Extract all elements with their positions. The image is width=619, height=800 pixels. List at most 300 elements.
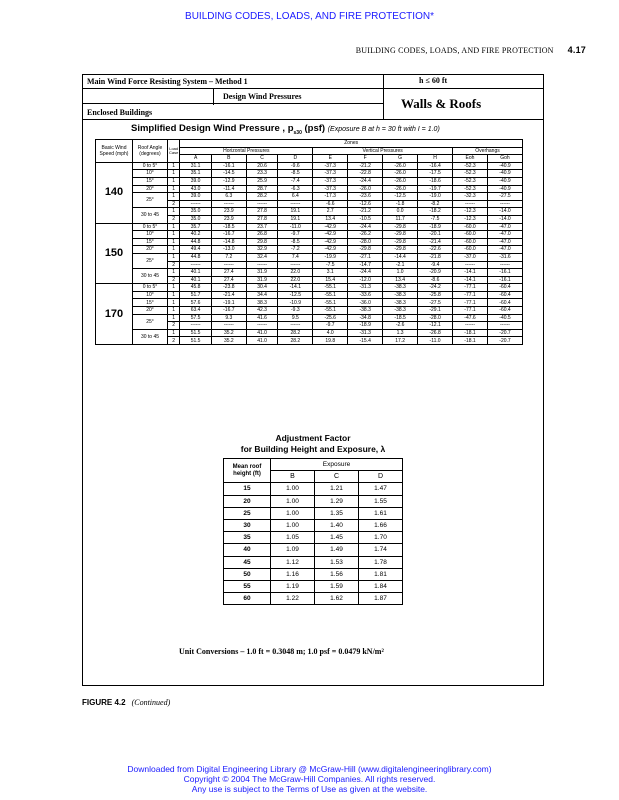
pressure-cell: -47.0	[487, 246, 522, 254]
zone-letter: G	[383, 155, 418, 163]
pressure-cell: -26.2	[348, 231, 383, 239]
pressure-cell: -40.9	[487, 162, 522, 170]
pressure-cell: -2.6	[383, 322, 418, 330]
adjustment-factor: 1.29	[315, 495, 359, 507]
pressure-cell: -19.1	[211, 299, 246, 307]
pressure-cell: 2.7	[313, 208, 348, 216]
pressure-cell: 7.4	[278, 253, 313, 261]
adjustment-title-line1: Adjustment Factor	[275, 433, 351, 443]
pressure-cell: 34.4	[246, 291, 278, 299]
pressure-cell: -23.8	[211, 284, 246, 292]
zone-letter: E	[313, 155, 348, 163]
roof-angle: 30 to 45	[133, 269, 168, 284]
pressure-cell: -20.1	[418, 231, 453, 239]
pressure-cell: -10.9	[278, 299, 313, 307]
roof-height: 20	[224, 495, 271, 507]
pressure-cell: -24.4	[348, 223, 383, 231]
adjustment-factor: 1.00	[271, 519, 315, 531]
pressure-cell: ------	[246, 261, 278, 269]
pressure-cell: 35.7	[180, 223, 212, 231]
pressure-cell: 19.8	[313, 337, 348, 345]
adjustment-factor: 1.09	[271, 544, 315, 556]
pressure-cell: -9.4	[418, 261, 453, 269]
figure-box	[82, 74, 544, 686]
pressure-cell: -55.1	[313, 291, 348, 299]
pressure-cell: 51.5	[180, 329, 212, 337]
roof-height: 15	[224, 483, 271, 495]
pressure-cell: -60.0	[453, 231, 488, 239]
roof-angle: 0 to 5°	[133, 284, 168, 292]
table-row	[96, 291, 523, 299]
adjustment-factor: 1.81	[359, 568, 403, 580]
pressure-cell: -18.9	[418, 223, 453, 231]
table-row	[96, 162, 523, 170]
adjustment-factor: 1.40	[315, 519, 359, 531]
pressure-cell: -18.5	[383, 314, 418, 322]
table-row	[96, 246, 523, 254]
pressure-cell: 22.0	[278, 276, 313, 284]
running-head	[356, 45, 586, 55]
roof-angle: 30 to 45	[133, 208, 168, 223]
pressure-cell: 63.4	[180, 307, 212, 315]
pressure-cell: 41.0	[246, 337, 278, 345]
pressure-cell: -37.3	[313, 185, 348, 193]
table-row	[224, 568, 403, 580]
pressure-cell: 51.7	[180, 291, 212, 299]
pressure-cell: ------	[180, 261, 212, 269]
load-case: 1	[168, 208, 180, 216]
load-case: 1	[168, 231, 180, 239]
pressure-cell: 1.3	[383, 329, 418, 337]
roof-angle: 20°	[133, 185, 168, 193]
table-title: Simplified Design Wind Pressure , $p_{s30}$ (psf) (Exposure B at h = 30 ft with I = 1.0)	[131, 123, 440, 136]
adjustment-table	[223, 458, 403, 605]
roof-angle: 0 to 5°	[133, 223, 168, 231]
pressure-cell: -29.8	[383, 246, 418, 254]
pressure-cell: 39.0	[180, 177, 212, 185]
pressure-cell: 35.0	[180, 215, 212, 223]
page-number: 4.17	[567, 45, 586, 55]
pressure-cell: -24.4	[348, 177, 383, 185]
pressure-cell: -21.2	[348, 162, 383, 170]
zone-letter: Goh	[487, 155, 522, 163]
pressure-cell: -47.0	[487, 231, 522, 239]
pressure-cell: 29.8	[246, 238, 278, 246]
roof-angle: 20°	[133, 307, 168, 315]
adjustment-factor: 1.78	[359, 556, 403, 568]
exposure-letter: C	[315, 471, 359, 483]
load-case: 2	[168, 215, 180, 223]
adjustment-factor: 1.05	[271, 532, 315, 544]
adjustment-factor: 1.62	[315, 593, 359, 605]
table-row	[96, 314, 523, 322]
pressure-cell: -9.6	[278, 162, 313, 170]
pressure-cell: -18.5	[211, 223, 246, 231]
pressure-cell: -40.9	[487, 170, 522, 178]
pressure-cell: -7.5	[418, 215, 453, 223]
pressure-cell: ------	[180, 200, 212, 208]
vertical-header: Vertical Pressures	[313, 147, 453, 155]
wind-speed: 150	[96, 223, 133, 284]
load-case: 1	[168, 284, 180, 292]
pressure-cell: -27.1	[348, 253, 383, 261]
col-roof-angle: Roof Angle (degrees)	[133, 140, 168, 163]
figure-header-row	[83, 75, 543, 89]
table-row	[96, 238, 523, 246]
adjustment-factor: 1.45	[315, 532, 359, 544]
pressure-cell: 19.1	[278, 215, 313, 223]
pressure-cell: 35.2	[211, 329, 246, 337]
roof-angle: 15°	[133, 177, 168, 185]
roof-height: 55	[224, 580, 271, 592]
pressure-cell: 13.4	[313, 215, 348, 223]
pressure-cell: -19.0	[418, 193, 453, 201]
pressure-cell: -55.1	[313, 307, 348, 315]
pressure-cell: 51.5	[180, 337, 212, 345]
pressure-cell: 40.1	[180, 276, 212, 284]
adjustment-factor: 1.56	[315, 568, 359, 580]
pressure-cell: -16.1	[487, 269, 522, 277]
pressure-cell: 23.9	[211, 215, 246, 223]
pressure-cell: -21.4	[418, 238, 453, 246]
pressure-cell: -14.0	[487, 208, 522, 216]
pressure-cell: ------	[246, 322, 278, 330]
load-case: 2	[168, 322, 180, 330]
pressure-cell: -37.3	[313, 177, 348, 185]
table-row	[96, 170, 523, 178]
pressure-cell: -24.4	[348, 269, 383, 277]
pressure-cell: 31.1	[180, 162, 212, 170]
table-row	[96, 223, 523, 231]
pressure-cell: -7.2	[278, 246, 313, 254]
pressure-cell: -18.9	[348, 322, 383, 330]
table-row	[224, 593, 403, 605]
pressure-cell: -17.5	[418, 170, 453, 178]
adjustment-title	[83, 433, 543, 455]
pressure-cell: -9.7	[313, 322, 348, 330]
load-case: 1	[168, 246, 180, 254]
pressure-cell: 23.9	[211, 208, 246, 216]
pressure-cell: -16.1	[211, 162, 246, 170]
roof-height: 35	[224, 532, 271, 544]
pressure-cell: -22.8	[348, 170, 383, 178]
pressure-cell: 32.9	[246, 246, 278, 254]
pressure-cell: -60.0	[453, 223, 488, 231]
table-row	[96, 269, 523, 277]
adjustment-factor: 1.70	[359, 532, 403, 544]
pressure-cell: -14.1	[453, 276, 488, 284]
wind-speed: 170	[96, 284, 133, 345]
pressure-cell: -60.4	[487, 291, 522, 299]
pressure-cell: -55.1	[313, 299, 348, 307]
table-row	[224, 483, 403, 495]
roof-height: 45	[224, 556, 271, 568]
footer	[0, 764, 619, 794]
pressure-cell: -11.0	[418, 337, 453, 345]
pressure-cell: 27.8	[246, 215, 278, 223]
pressure-cell: -21.2	[348, 208, 383, 216]
pressure-cell: 11.7	[383, 215, 418, 223]
pressure-cell: -8.2	[418, 200, 453, 208]
pressure-cell: -8.6	[418, 276, 453, 284]
pressure-cell: -60.0	[453, 246, 488, 254]
zone-letter: H	[418, 155, 453, 163]
pressure-cell: -33.6	[348, 291, 383, 299]
pressure-cell: 31.9	[246, 269, 278, 277]
adjustment-factor: 1.66	[359, 519, 403, 531]
pressure-cell: 28.2	[278, 329, 313, 337]
pressure-cell: -9.3	[278, 307, 313, 315]
pressure-cell: -52.3	[453, 177, 488, 185]
adjustment-factor: 1.00	[271, 483, 315, 495]
pressure-cell: -14.8	[211, 238, 246, 246]
load-case: 1	[168, 329, 180, 337]
walls-roofs-label: Walls & Roofs	[401, 96, 482, 111]
pressure-cell: -38.3	[383, 284, 418, 292]
pressure-cell: -12.0	[348, 276, 383, 284]
pressure-cell: -38.3	[383, 291, 418, 299]
pressure-cell: -29.8	[383, 231, 418, 239]
load-case: 1	[168, 193, 180, 201]
pressure-cell: 26.8	[246, 231, 278, 239]
pressure-cell: -7.4	[278, 177, 313, 185]
load-case: 1	[168, 307, 180, 315]
pressure-cell: -16.4	[418, 162, 453, 170]
pressure-cell: -38.3	[383, 307, 418, 315]
pressure-cell: ------	[487, 200, 522, 208]
pressure-cell: -12.5	[278, 291, 313, 299]
pressure-cell: 15.4	[313, 276, 348, 284]
pressure-cell: -37.3	[313, 162, 348, 170]
adjustment-factor: 1.00	[271, 507, 315, 519]
pressure-cell: -14.7	[348, 261, 383, 269]
pressure-cell: -29.1	[418, 307, 453, 315]
pressure-cell: -12.3	[453, 208, 488, 216]
pressure-cell: -47.0	[487, 223, 522, 231]
pressure-cell: 28.2	[246, 193, 278, 201]
figure-caption	[82, 698, 170, 707]
load-case: 1	[168, 299, 180, 307]
pressure-cell: -60.4	[487, 307, 522, 315]
col-basic-speed: Basic Wind Speed (mph)	[96, 140, 133, 163]
load-case: 1	[168, 291, 180, 299]
pressure-cell: 30.4	[246, 284, 278, 292]
pressure-cell: -28.0	[348, 238, 383, 246]
pressure-cell: 13.4	[383, 276, 418, 284]
pressure-cell: -47.6	[453, 314, 488, 322]
pressure-cell: -29.8	[348, 246, 383, 254]
pressure-cell: -31.3	[348, 329, 383, 337]
pressure-cell: -21.4	[211, 291, 246, 299]
pressure-cell: 6.3	[211, 193, 246, 201]
table-row	[224, 495, 403, 507]
pressure-cell: -8.5	[278, 170, 313, 178]
pressure-cell: -38.3	[348, 307, 383, 315]
roof-angle: 20°	[133, 246, 168, 254]
pressure-cell: 23.3	[246, 170, 278, 178]
pressure-cell: -32.3	[453, 193, 488, 201]
unit-conversions: Unit Conversions – 1.0 ft = 0.3048 m; 1.0 psf = 0.0479 kN/m²	[179, 647, 384, 656]
pressure-cell: ------	[278, 200, 313, 208]
pressure-cell: ------	[278, 322, 313, 330]
adjustment-factor: 1.12	[271, 556, 315, 568]
pressure-cell: -20.9	[418, 269, 453, 277]
table-row	[96, 185, 523, 193]
adjustment-factor: 1.59	[315, 580, 359, 592]
pressure-cell: 27.8	[246, 208, 278, 216]
pressure-cell: -40.5	[487, 314, 522, 322]
running-head-title: BUILDING CODES, LOADS, AND FIRE PROTECTION	[355, 46, 554, 55]
wind-speed: 140	[96, 162, 133, 223]
pressure-cell: -47.0	[487, 238, 522, 246]
pressure-cell: -31.3	[348, 284, 383, 292]
pressure-cell: -18.6	[418, 177, 453, 185]
roof-angle: 0 to 5°	[133, 162, 168, 170]
pressure-cell: 45.8	[180, 284, 212, 292]
table-row	[224, 507, 403, 519]
pressure-cell: 40.2	[180, 231, 212, 239]
exposure-letter: B	[271, 471, 315, 483]
load-case: 1	[168, 177, 180, 185]
zone-letter: Eoh	[453, 155, 488, 163]
pressure-cell: -38.3	[383, 299, 418, 307]
pressure-cell: -6.3	[278, 185, 313, 193]
pressure-cell: -36.0	[348, 299, 383, 307]
adjustment-factor: 1.84	[359, 580, 403, 592]
load-case: 1	[168, 162, 180, 170]
pressure-cell: -2.1	[383, 261, 418, 269]
load-case: 1	[168, 314, 180, 322]
pressure-cell: -31.6	[487, 253, 522, 261]
pressure-cell: 23.7	[246, 223, 278, 231]
pressure-cell: -20.7	[487, 337, 522, 345]
roof-angle: 15°	[133, 238, 168, 246]
load-case: 2	[168, 276, 180, 284]
adjustment-factor: 1.87	[359, 593, 403, 605]
pressure-cell: ------	[487, 322, 522, 330]
zone-letter: D	[278, 155, 313, 163]
adjustment-factor: 1.74	[359, 544, 403, 556]
pressure-cell: -26.0	[383, 185, 418, 193]
adjustment-factor: 1.21	[315, 483, 359, 495]
pressure-cell: 57.5	[180, 314, 212, 322]
pressure-cell: -42.9	[313, 238, 348, 246]
pressure-cell: -37.0	[453, 253, 488, 261]
pressure-cell: -11.4	[211, 185, 246, 193]
load-case: 1	[168, 170, 180, 178]
table-row	[96, 177, 523, 185]
pressure-cell: -26.0	[348, 185, 383, 193]
pressure-cell: -22.6	[418, 246, 453, 254]
adjustment-factor: 1.53	[315, 556, 359, 568]
pressure-cell: 3.1	[313, 269, 348, 277]
pressure-cell: -10.5	[348, 215, 383, 223]
table-row	[96, 307, 523, 315]
adjustment-factor: 1.19	[271, 580, 315, 592]
pressure-cell: -60.4	[487, 284, 522, 292]
zone-letter: F	[348, 155, 383, 163]
pressure-cell: 41.0	[246, 329, 278, 337]
roof-angle: 15°	[133, 299, 168, 307]
pressure-cell: -14.0	[487, 215, 522, 223]
adjustment-factor: 1.49	[315, 544, 359, 556]
pressure-cell: 20.6	[246, 162, 278, 170]
pressure-cell: -12.9	[211, 177, 246, 185]
adjustment-factor: 1.47	[359, 483, 403, 495]
pressure-cell: 44.8	[180, 253, 212, 261]
pressure-cell: -14.1	[453, 269, 488, 277]
roof-angle: 25°	[133, 314, 168, 329]
pressure-cell: 19.1	[278, 208, 313, 216]
pressure-cell: 35.0	[180, 208, 212, 216]
pressure-cell: ------	[211, 261, 246, 269]
pressure-cell: -29.8	[383, 223, 418, 231]
table-row	[96, 299, 523, 307]
pressure-cell: 0.0	[383, 208, 418, 216]
roof-height: 40	[224, 544, 271, 556]
pressure-cell: -25.8	[418, 291, 453, 299]
pressure-cell: -19.7	[418, 185, 453, 193]
pressure-cell: -12.3	[453, 215, 488, 223]
pressure-cell: 31.9	[246, 276, 278, 284]
pressure-cell: 22.0	[278, 269, 313, 277]
pressure-cell: 41.6	[246, 314, 278, 322]
pressure-cell: ------	[211, 200, 246, 208]
pressure-cell: -40.9	[487, 177, 522, 185]
pressure-cell: -1.8	[383, 200, 418, 208]
pressure-cell: 44.8	[180, 238, 212, 246]
load-case: 1	[168, 253, 180, 261]
table-row	[96, 231, 523, 239]
figure-caption-text: (Continued)	[131, 698, 171, 707]
pressure-cell: 27.4	[211, 269, 246, 277]
pressure-cell: -17.3	[313, 193, 348, 201]
pressure-cell: -77.1	[453, 299, 488, 307]
pressure-cell: -21.8	[418, 253, 453, 261]
footer-line: Copyright © 2004 The McGraw-Hill Companies. All rights reserved.	[183, 774, 436, 784]
pressure-cell: 27.4	[211, 276, 246, 284]
pressure-cell: -8.5	[278, 238, 313, 246]
pressure-cell: -20.7	[487, 329, 522, 337]
adjustment-factor: 1.16	[271, 568, 315, 580]
table-row	[96, 253, 523, 261]
roof-angle: 25°	[133, 253, 168, 268]
pressure-cell: -11.0	[278, 223, 313, 231]
pressure-cell: -28.0	[418, 314, 453, 322]
zones-header: Zones	[180, 140, 523, 148]
pressure-cell: ------	[180, 322, 212, 330]
table-row	[96, 284, 523, 292]
table-row	[96, 329, 523, 337]
pressure-cell: -18.2	[418, 208, 453, 216]
pressure-cell: -77.1	[453, 291, 488, 299]
pressure-cell: -7.5	[313, 261, 348, 269]
pressure-cell: -34.8	[348, 314, 383, 322]
pressure-cell: -27.5	[418, 299, 453, 307]
pressure-cell: 4.0	[313, 329, 348, 337]
pressure-cell: 32.4	[246, 253, 278, 261]
adjustment-factor: 1.55	[359, 495, 403, 507]
pressure-cell: 35.1	[180, 170, 212, 178]
pressure-cell: 7.2	[211, 253, 246, 261]
roof-height: 50	[224, 568, 271, 580]
pressure-cell: -26.8	[418, 329, 453, 337]
pressure-cell: -12.6	[348, 200, 383, 208]
pressure-cell: 9.3	[211, 314, 246, 322]
pressure-cell: -60.4	[487, 299, 522, 307]
pressure-cell: -23.6	[348, 193, 383, 201]
pressure-cell: -42.9	[313, 246, 348, 254]
